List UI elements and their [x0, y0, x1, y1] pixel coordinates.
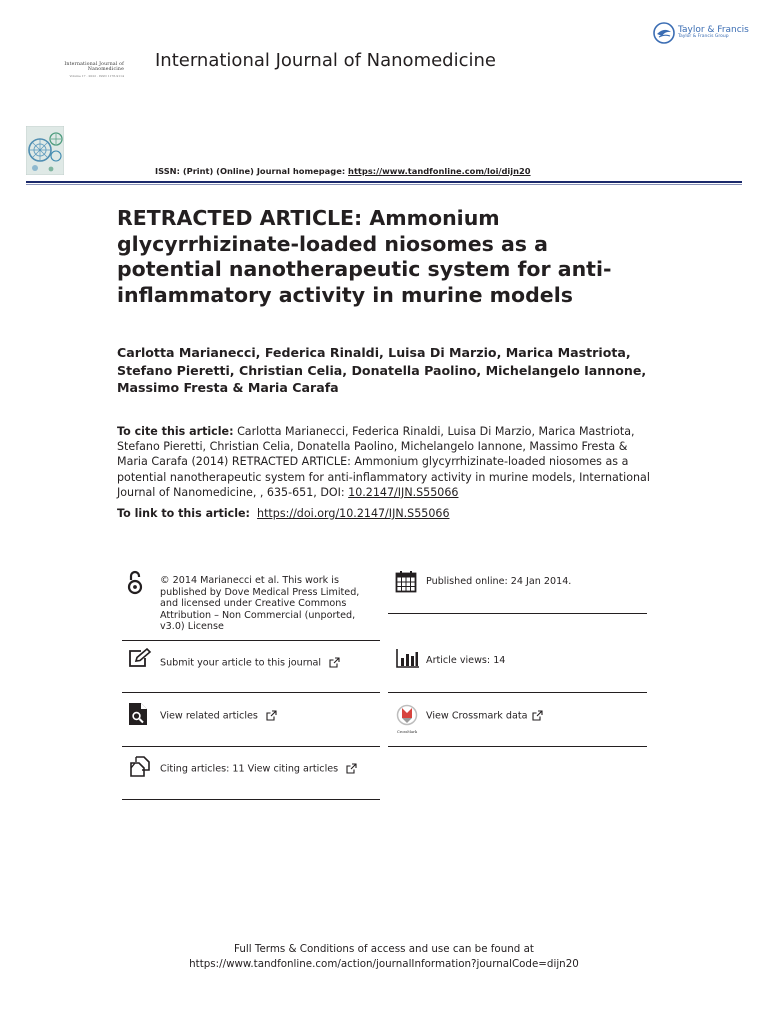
footer-terms-url[interactable]: https://www.tandfonline.com/action/journalInformation?journalCode=dijn20: [189, 958, 579, 970]
external-link-icon: [532, 710, 543, 721]
open-access-icon: [127, 569, 143, 595]
related-articles-link[interactable]: [160, 710, 380, 722]
journal-title: International Journal of Nanomedicine: [155, 50, 496, 71]
external-link-icon: [266, 710, 277, 721]
publisher-group: Taylor & Francis Group: [678, 34, 729, 40]
footer-terms: [0, 942, 768, 972]
bar-chart-icon: [396, 649, 420, 668]
citation-block: [117, 424, 657, 500]
submit-article-link[interactable]: [160, 657, 380, 669]
calendar-icon: [395, 570, 417, 593]
divider: [122, 692, 380, 693]
article-title: RETRACTED ARTICLE: Ammonium glycyrrhizinate-loaded niosomes as a potential nanotherapeutic system for anti-inflammatory activity in murine models: [117, 206, 612, 307]
search-document-icon: [128, 702, 148, 726]
footer-line-1: Full Terms & Conditions of access and use can be found at: [234, 943, 534, 955]
logo-line-3: Volume 17 · 2022 · ISSN 1176-9114: [69, 74, 124, 78]
published-date: Published online: 24 Jan 2014.: [426, 576, 572, 587]
submit-article-label: Submit your article to this journal: [160, 657, 322, 669]
citing-articles-label: Citing articles: 11 View citing articles: [160, 763, 339, 775]
divider: [388, 613, 647, 614]
citation-label: To cite this article:: [117, 425, 234, 438]
divider: [122, 746, 380, 747]
crossmark-badge: [393, 704, 421, 732]
citing-articles-link[interactable]: [160, 763, 380, 775]
journal-homepage-link[interactable]: https://www.tandfonline.com/loi/dijn20: [348, 166, 531, 176]
header-divider: [26, 181, 742, 183]
article-doi-url[interactable]: https://doi.org/10.2147/IJN.S55066: [257, 507, 450, 520]
article-authors: Carlotta Marianecci, Federica Rinaldi, Luisa Di Marzio, Marica Mastriota, Stefano Pieretti, Christian Celia, Donatella Paolino, Michelangelo Iannone, Massimo Fresta & Maria Carafa: [117, 345, 647, 395]
divider: [122, 640, 380, 641]
article-link-label: To link to this article:: [117, 507, 250, 520]
issn-line: [155, 166, 531, 176]
crossmark-icon-label: CrossMark: [396, 730, 418, 734]
license-text: © 2014 Marianecci et al. This work is published by Dove Medical Press Limited, and licensed under Creative Commons Attribution – Non Commercial (unported, v3.0) License: [160, 575, 360, 633]
article-link-block: [117, 507, 657, 520]
divider: [388, 746, 647, 747]
journal-cover-image: [26, 126, 64, 175]
publisher-name: Taylor & Francis: [678, 25, 749, 36]
publisher-emblem-icon: [653, 22, 675, 44]
crossmark-icon: [396, 704, 418, 726]
divider: [388, 692, 647, 693]
crossmark-link[interactable]: [426, 710, 646, 722]
article-views: Article views: 14: [426, 655, 506, 666]
citing-icon: [128, 756, 152, 777]
edit-icon: [128, 648, 152, 668]
crossmark-label: View Crossmark data: [426, 710, 528, 722]
divider: [122, 799, 380, 800]
related-articles-label: View related articles: [160, 710, 258, 722]
publisher-logo[interactable]: [653, 22, 749, 44]
journal-logo: [48, 62, 124, 78]
external-link-icon: [346, 763, 357, 774]
header-divider-thin: [26, 184, 742, 185]
issn-label: ISSN: (Print) (Online) Journal homepage:: [155, 166, 346, 176]
logo-line-1: International Journal of: [64, 62, 124, 67]
logo-line-2: Nanomedicine: [87, 67, 124, 72]
citation-text: Carlotta Marianecci, Federica Rinaldi, Luisa Di Marzio, Marica Mastriota, Stefano Pieretti, Christian Celia, Donatella Paolino, Michelangelo Iannone, Massimo Fresta & Maria Carafa (2014) RETRACTED ARTICLE: Ammonium glycyrrhizinate-loaded niosomes as a potential nanotherapeutic system for anti-inflammatory activity in murine models, International Journal of Nanomedicine, , 635-651, DOI:: [117, 425, 650, 499]
doi-link[interactable]: 10.2147/IJN.S55066: [348, 485, 459, 499]
external-link-icon: [329, 657, 340, 668]
